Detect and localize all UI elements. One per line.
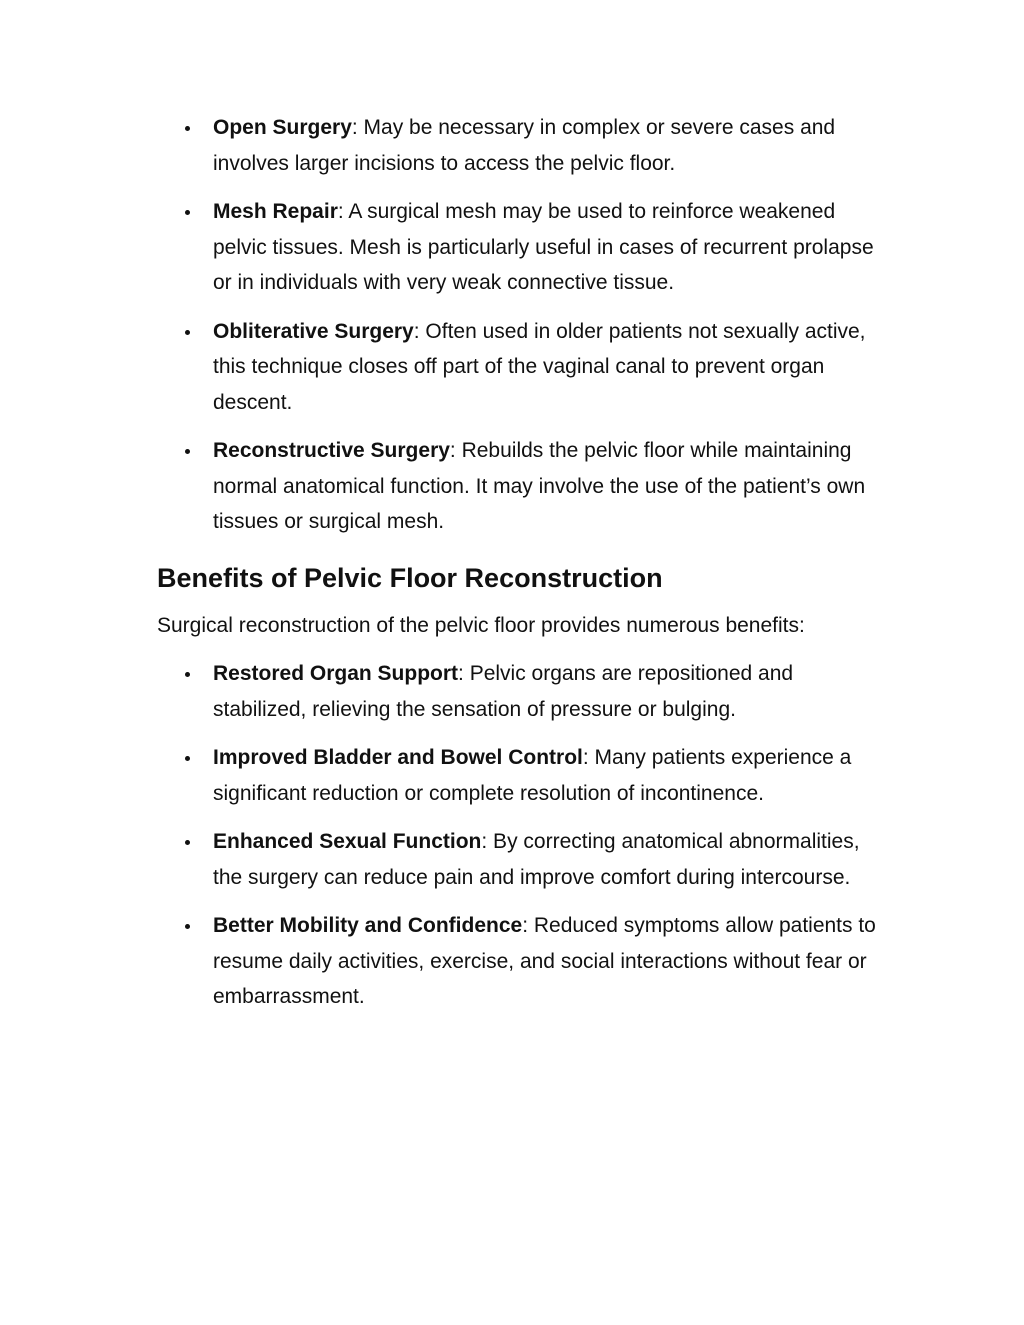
bullet-icon [185,449,190,454]
list-item [157,908,877,1015]
item-term: Enhanced Sexual Function [213,830,482,853]
procedures-list [157,110,877,540]
item-term: Mesh Repair [213,200,338,223]
item-term: Improved Bladder and Bowel Control [213,746,583,769]
bullet-icon [185,756,190,761]
item-description: : Rebuilds the pelvic floor while maintaining normal anatomical function. It may involve the use of the patient’s own tissues or surgical mesh. [213,439,866,533]
item-term: Open Surgery [213,116,352,139]
document-page [157,110,877,1028]
benefits-list [157,656,877,1015]
bullet-icon [185,210,190,215]
list-item [157,314,877,421]
item-description: : Reduced symptoms allow patients to resume daily activities, exercise, and social interactions without fear or embarrassment. [213,914,876,1008]
list-item [157,824,877,895]
bullet-icon [185,330,190,335]
list-item [157,433,877,540]
list-item [157,110,877,181]
section-heading: Benefits of Pelvic Floor Reconstruction [157,562,663,593]
item-description: : Many patients experience a significant reduction or complete resolution of incontinence. [213,746,852,805]
bullet-icon [185,840,190,845]
item-description: : May be necessary in complex or severe cases and involves larger incisions to access the pelvic floor. [213,116,836,175]
item-description: : By correcting anatomical abnormalities, the surgery can reduce pain and improve comfort during intercourse. [213,830,860,889]
item-term: Restored Organ Support [213,662,459,685]
bullet-icon [185,672,190,677]
list-item [157,194,877,301]
bullet-icon [185,924,190,929]
item-term: Better Mobility and Confidence [213,914,523,937]
item-description: : Pelvic organs are repositioned and stabilized, relieving the sensation of pressure or bulging. [213,662,794,721]
item-term: Reconstructive Surgery [213,439,450,462]
item-description: : A surgical mesh may be used to reinforce weakened pelvic tissues. Mesh is particularly useful in cases of recurrent prolapse or in individuals with very weak connective tissue. [213,200,874,294]
bullet-icon [185,126,190,131]
item-description: : Often used in older patients not sexually active, this technique closes off part of the vaginal canal to prevent organ descent. [213,319,866,414]
list-item [157,656,877,727]
section-intro: Surgical reconstruction of the pelvic floor provides numerous benefits: [157,613,805,637]
list-item [157,740,877,811]
item-term: Obliterative Surgery [213,319,414,343]
